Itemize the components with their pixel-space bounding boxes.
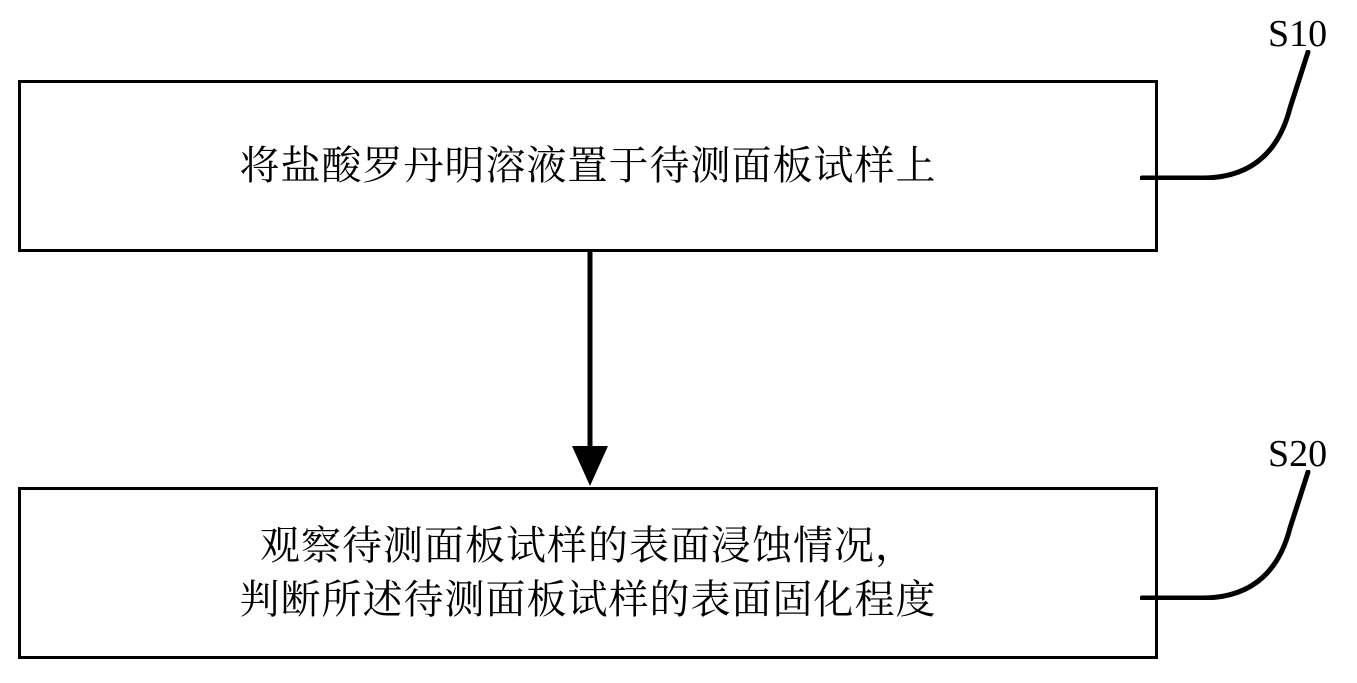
- connector-arrow-s10-to-s20-icon: [530, 250, 650, 490]
- flowchart-node-s20: [18, 487, 1158, 659]
- leader-line-s10-icon: [1140, 50, 1330, 180]
- leader-line-s20-icon: [1140, 470, 1330, 600]
- flowchart-node-s10-text: 将盐酸罗丹明溶液置于待测面板试样上: [239, 143, 937, 188]
- flowchart-node-s20-label: S20: [1268, 433, 1328, 475]
- flowchart-node-s20-text: 观察待测面板试样的表面浸蚀情况， 判断所述待测面板试样的表面固化程度: [239, 523, 937, 622]
- flowchart-node-s10: [18, 80, 1158, 252]
- flowchart-node-s10-label: S10: [1268, 13, 1328, 55]
